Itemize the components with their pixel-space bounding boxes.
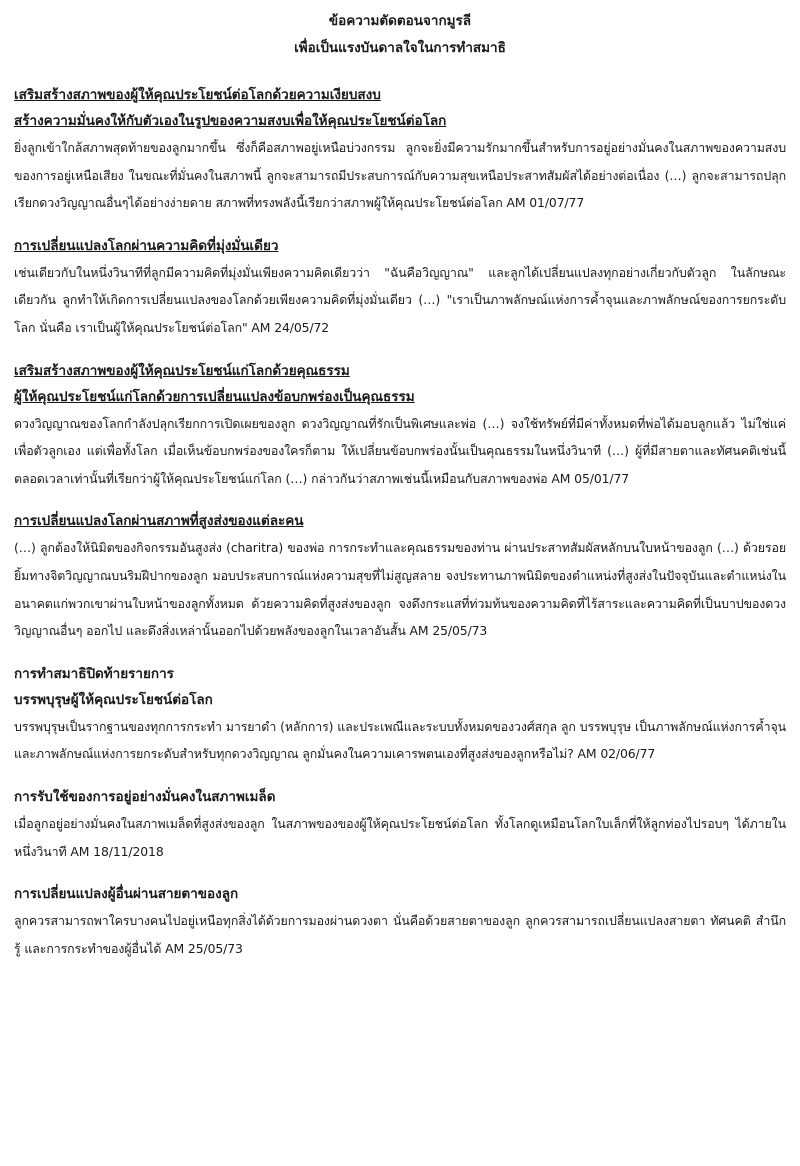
section-subheading: บรรพบุรุษผู้ให้คุณประโยชน์ต่อโลก <box>14 691 213 708</box>
section-body: บรรพบุรุษเป็นรากฐานของทุกการกระทำ มารยาดำ (หลักการ) และประเพณีและระบบทั้งหมดของวงศ์สกุล ลูก บรรพบุรุษ เป็นภาพลักษณ์แห่งการค้ำจุนและภาพลักษณ์แห่งการยกระดับสำหรับทุกดวงวิญญาณ ลูกมั่นคงในความเคารพตนเองที่สูงส่งของลูกหรือไม่? AM 02/06/77 <box>14 718 786 762</box>
section-subheading: ผู้ให้คุณประโยชน์แก่โลกด้วยการเปลี่ยนแปลงข้อบกพร่องเป็นคุณธรรม <box>14 388 415 405</box>
section-elevated-stage <box>14 508 786 644</box>
section-body: (…) ลูกต้องให้นิมิตของกิจกรรมอันสูงส่ง (charitra) ของพ่อ การกระทำและคุณธรรมของท่าน ผ่านประสาทสัมผัสหลักบนใบหน้าของลูก (…) ด้วยรอยยิ้มทางจิตวิญญาณบนริมฝีปากของลูก มอบประสบการณ์แห่งความสุขที่ไม่สูญสลาย จงประทานภาพนิมิตของตำแหน่งที่สูงส่งในปัจจุบันและตำแหน่งในอนาคตแก่พวกเขาผ่านใบหน้าของลูกทั้งหมด ด้วยความคิดที่สูงส่งของลูก จงดึงกระแสที่ท่วมท้นของความคิดที่ไร้สาระและความคิดที่เป็นบาปของดวงวิญญาณอื่นๆ ออกไป และดึงสิ่งเหล่านั้นออกไปด้วยพลังของลูกในเวลาอันสั้น AM 25/05/73 <box>14 540 786 639</box>
section-body: ยิ่งลูกเข้าใกล้สภาพสุดท้ายของลูกมากขึ้น ซึ่งก็คือสภาพอยู่เหนือบ่วงกรรม ลูกจะยิ่งมีความรักมากขึ้นสำหรับการอยู่อย่างมั่นคงในสภาพของความสงบ ของการอยู่เหนือเสียง ในขณะที่มั่นคงในสภาพนี้ ลูกจะสามารถมีประสบการณ์กับความสุขเหนือประสาทสัมผัสได้อย่างต่อเนื่อง (…) ลูกจะสามารถปลุกเรียกดวงวิญญาณอื่นๆได้อย่างง่ายดาย สภาพที่ทรงพลังนี้เรียกว่าสภาพผู้ให้คุณประโยชน์ต่อโลก AM 01/07/77 <box>14 140 786 211</box>
section-heading: การทำสมาธิปิดท้ายรายการ <box>14 665 174 682</box>
section-body: เช่นเดียวกับในหนึ่งวินาทีที่ลูกมีความคิดที่มุ่งมั่นเพียงความคิดเดียวว่า "ฉันคือวิญญาณ" และลูกได้เปลี่ยนแปลงทุกอย่างเกี่ยวกับตัวลูก ในลักษณะเดียวกัน ลูกทำให้เกิดการเปลี่ยนแปลงของโลกด้วยเพียงความคิดที่มุ่งมั่นเดียว (…) "เราเป็นภาพลักษณ์แห่งการค้ำจุนและภาพลักษณ์ของการยกระดับโลก นั่นคือ เราเป็นผู้ให้คุณประโยชน์ต่อโลก" AM 24/05/72 <box>14 264 786 335</box>
section-heading: การรับใช้ของการอยู่อย่างมั่นคงในสภาพเมล็ด <box>14 788 276 805</box>
section-closing-meditation <box>14 661 786 768</box>
section-heading: การเปลี่ยนแปลงโลกผ่านสภาพที่สูงส่งของแต่ละคน <box>14 513 304 530</box>
section-subheading: สร้างความมั่นคงให้กับตัวเองในรูปของความสงบเพื่อให้คุณประโยชน์ต่อโลก <box>14 113 447 129</box>
section-seed-stage <box>14 784 786 865</box>
section-heading: เสริมสร้างสภาพของผู้ให้คุณประโยชน์ต่อโลกด้วยความเงียบสงบ <box>14 87 381 103</box>
section-virtue <box>14 358 786 493</box>
section-virtue-silence <box>14 82 786 217</box>
document-title-line-1: ข้อความตัดตอนจากมูรลี <box>328 13 472 29</box>
section-body: เมื่อลูกอยู่อย่างมั่นคงในสภาพเมล็ดที่สูงส่งของลูก ในสภาพของของผู้ให้คุณประโยชน์ต่อโลก ทั้งโลกดูเหมือนโลกใบเล็กที่ให้ลูกท่องไปรอบๆ ได้ภายในหนึ่งวินาที AM 18/11/2018 <box>14 815 786 859</box>
section-single-thought <box>14 233 786 342</box>
section-transform-others <box>14 881 786 962</box>
section-heading: เสริมสร้างสภาพของผู้ให้คุณประโยชน์แก่โลกด้วยคุณธรรม <box>14 362 350 379</box>
document-title-line-2: เพื่อเป็นแรงบันดาลใจในการทำสมาธิ <box>294 40 506 56</box>
section-heading: การเปลี่ยนแปลงโลกผ่านความคิดที่มุ่งมั่นเดียว <box>14 237 279 254</box>
section-body: ลูกควรสามารถพาใครบางคนไปอยู่เหนือทุกสิ่งได้ด้วยการมองผ่านดวงตา นั่นคือด้วยสายตาของลูก ลูกควรสามารถเปลี่ยนแปลงสายตา ทัศนคติ สำนึกรู้ และการกระทำของผู้อื่นได้ AM 25/05/73 <box>14 913 786 956</box>
section-body: ดวงวิญญาณของโลกกำลังปลุกเรียกการเปิดเผยของลูก ดวงวิญญาณที่รักเป็นพิเศษและพ่อ (…) จงใช้ทรัพย์ที่มีค่าทั้งหมดที่พ่อได้มอบลูกแล้ว ไม่ใช่แค่เพื่อตัวลูกเอง แต่เพื่อทั้งโลก เมื่อเห็นข้อบกพร่องของใครก็ตาม ให้เปลี่ยนข้อบกพร่องนั้นเป็นคุณธรรมในหนึ่งวินาที (…) ผู้ที่มีสายตาและทัศนคติเช่นนี้ตลอดเวลาเท่านั้นที่เรียกว่าผู้ให้คุณประโยชน์แก่โลก (…) กล่าวกันว่าสภาพเช่นนี้เหมือนกับสภาพของพ่อ AM 05/01/77 <box>14 415 786 486</box>
section-heading: การเปลี่ยนแปลงผู้อื่นผ่านสายตาของลูก <box>14 886 239 903</box>
